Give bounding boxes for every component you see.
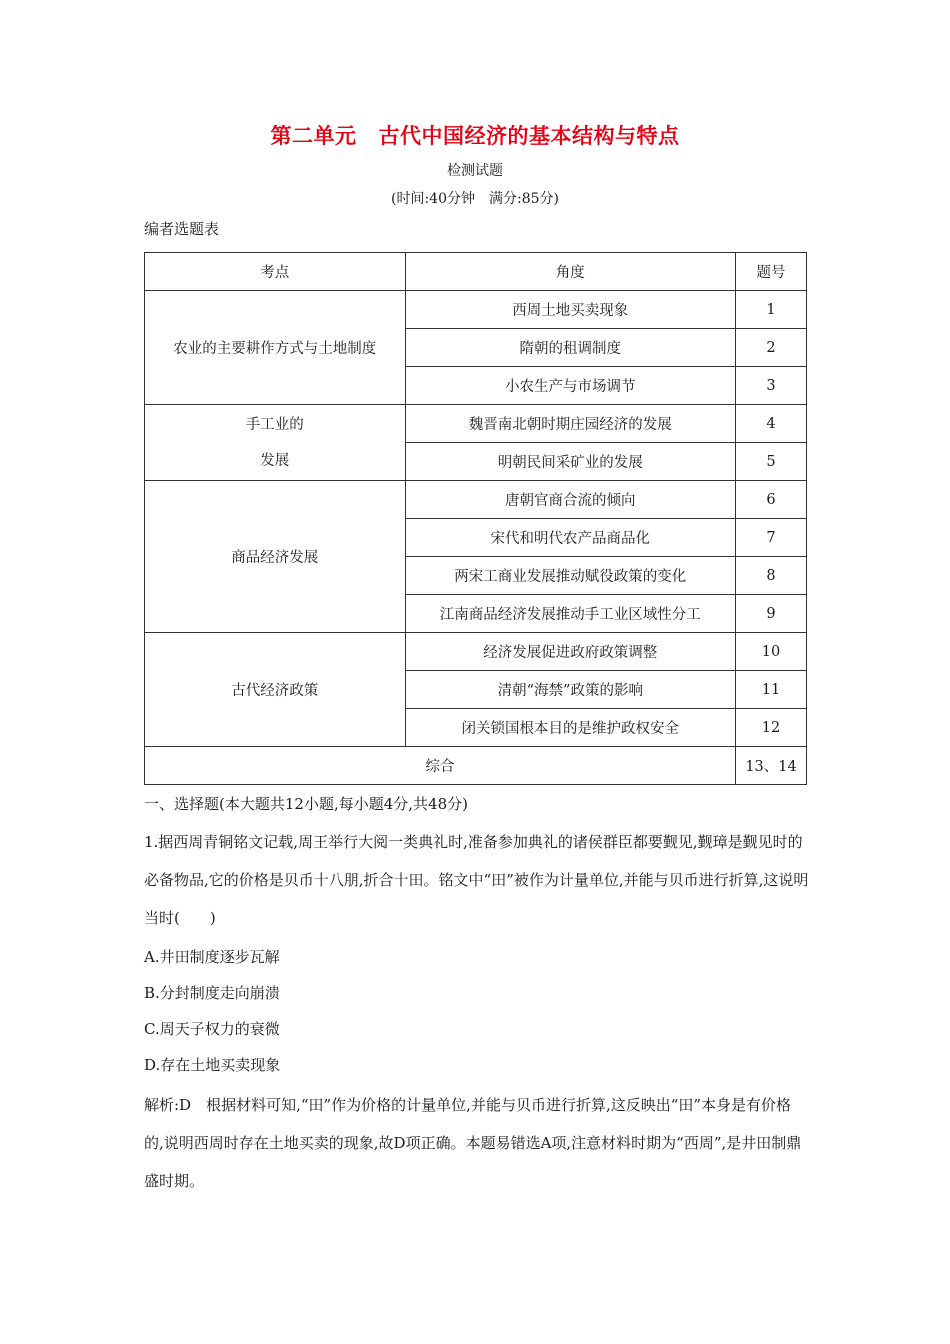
number-cell: 10 — [736, 633, 807, 671]
angle-cell: 两宋工商业发展推动赋役政策的变化 — [405, 557, 735, 595]
time-info — [0, 188, 950, 208]
title-topic: 古代中国经济的基本结构与特点 — [378, 124, 680, 148]
selection-table — [144, 252, 807, 785]
table-row — [145, 633, 807, 671]
number-cell: 5 — [736, 443, 807, 481]
angle-cell: 宋代和明代农产品商品化 — [405, 519, 735, 557]
angle-cell: 魏晋南北朝时期庄园经济的发展 — [405, 405, 735, 443]
topic-line: 发展 — [260, 452, 290, 469]
table-row — [145, 405, 807, 443]
option-c: C.周天子权力的衰微 — [144, 1020, 280, 1038]
angle-cell: 小农生产与市场调节 — [405, 367, 735, 405]
page-subtitle: 检测试题 — [447, 163, 503, 179]
table-caption: 编者选题表 — [144, 220, 220, 238]
number-cell: 4 — [736, 405, 807, 443]
header-number: 题号 — [736, 253, 807, 291]
number-cell: 9 — [736, 595, 807, 633]
option-d: D.存在土地买卖现象 — [144, 1056, 281, 1074]
angle-cell: 闭关锁国根本目的是维护政权安全 — [405, 709, 735, 747]
section-heading: 一、选择题(本大题共12小题,每小题4分,共48分) — [144, 795, 468, 813]
table-row — [145, 481, 807, 519]
question-stem: 1.据西周青铜铭文记载,周王举行大阅一类典礼时,准备参加典礼的诸侯群臣都要觐见,觐璋是觐见时的必备物品,它的价格是贝币十八朋,折合十田。铭文中“田”被作为计量单位,并能与贝币进行折算,这说明当时( ) — [144, 833, 809, 927]
table-header-row — [145, 253, 807, 291]
angle-cell: 清朝“海禁”政策的影响 — [405, 671, 735, 709]
summary-row — [145, 747, 807, 785]
number-cell: 7 — [736, 519, 807, 557]
table-row — [145, 291, 807, 329]
header-angle: 角度 — [405, 253, 735, 291]
topic-line: 手工业的 — [245, 416, 304, 433]
angle-cell: 唐朝官商合流的倾向 — [405, 481, 735, 519]
angle-cell: 隋朝的租调制度 — [405, 329, 735, 367]
number-cell: 11 — [736, 671, 807, 709]
number-cell: 3 — [736, 367, 807, 405]
time-limit: (时间:40分钟 — [391, 191, 475, 207]
page-title — [0, 120, 950, 150]
number-cell: 6 — [736, 481, 807, 519]
number-cell: 8 — [736, 557, 807, 595]
angle-cell: 明朝民间采矿业的发展 — [405, 443, 735, 481]
topic-cell: 古代经济政策 — [145, 633, 406, 747]
topic-cell: 农业的主要耕作方式与土地制度 — [145, 291, 406, 405]
answer-analysis: 解析:D 根据材料可知,“田”作为价格的计量单位,并能与贝币进行折算,这反映出“田”本身是有价格的,说明西周时存在土地买卖的现象,故D项正确。本题易错选A项,注意材料时期为“西周”,是井田制鼎盛时期。 — [144, 1096, 802, 1190]
title-unit: 第二单元 — [270, 124, 357, 148]
number-cell: 2 — [736, 329, 807, 367]
full-score: 满分:85分) — [489, 191, 559, 207]
angle-cell: 经济发展促进政府政策调整 — [405, 633, 735, 671]
option-a: A.井田制度逐步瓦解 — [144, 948, 280, 966]
option-b: B.分封制度走向崩溃 — [144, 984, 280, 1002]
number-cell: 12 — [736, 709, 807, 747]
header-topic: 考点 — [145, 253, 406, 291]
topic-cell — [145, 405, 406, 481]
topic-cell: 商品经济发展 — [145, 481, 406, 633]
summary-number: 13、14 — [736, 747, 807, 785]
summary-label: 综合 — [145, 747, 736, 785]
angle-cell: 江南商品经济发展推动手工业区域性分工 — [405, 595, 735, 633]
angle-cell: 西周土地买卖现象 — [405, 291, 735, 329]
number-cell: 1 — [736, 291, 807, 329]
